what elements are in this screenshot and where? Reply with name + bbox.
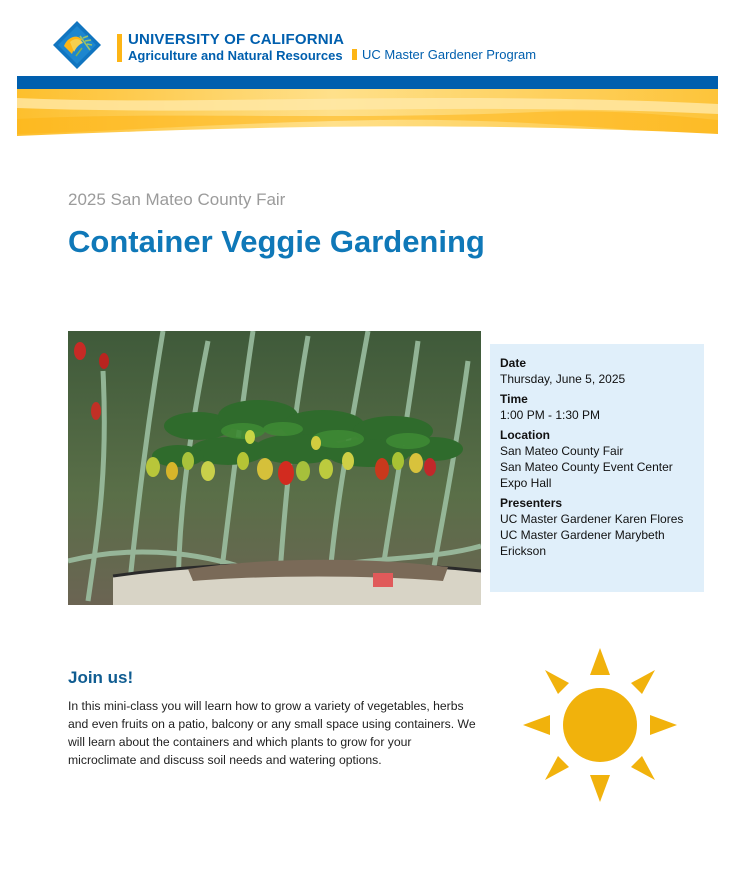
event-description: In this mini-class you will learn how to grow a variety of vegetables, herbs and even fruits on a patio, balcony or any small space using containers. We will learn about the containers and which plants to grow for your microclimate and discuss soil needs and watering options. — [68, 699, 476, 767]
join-heading: Join us! — [68, 668, 134, 687]
pepper-plant-photo — [68, 331, 481, 605]
presenter-line: Erickson — [500, 544, 547, 558]
event-eyebrow: 2025 San Mateo County Fair — [68, 190, 286, 209]
presenter-line: UC Master Gardener Karen Flores — [500, 512, 684, 526]
header-accent-bar — [117, 34, 122, 62]
presenters-label: Presenters — [500, 496, 563, 510]
date-label: Date — [500, 356, 527, 370]
uc-anr-logo — [52, 20, 102, 70]
location-line: Expo Hall — [500, 476, 552, 490]
page-title: Container Veggie Gardening — [68, 224, 485, 259]
header-banner — [17, 76, 718, 136]
location-line: San Mateo County Fair — [500, 444, 624, 458]
program-accent-bar — [352, 49, 357, 60]
location-label: Location — [500, 428, 550, 442]
org-name: UNIVERSITY OF CALIFORNIA — [128, 31, 345, 48]
org-division: Agriculture and Natural Resources — [128, 48, 343, 63]
presenter-line: UC Master Gardener Marybeth — [500, 528, 665, 542]
time-value: 1:00 PM - 1:30 PM — [500, 408, 601, 422]
time-label: Time — [500, 392, 528, 406]
event-details-panel — [490, 344, 704, 592]
date-value: Thursday, June 5, 2025 — [500, 372, 626, 386]
program-name: UC Master Gardener Program — [362, 47, 537, 62]
sun-icon — [520, 645, 680, 805]
location-line: San Mateo County Event Center — [500, 460, 673, 474]
